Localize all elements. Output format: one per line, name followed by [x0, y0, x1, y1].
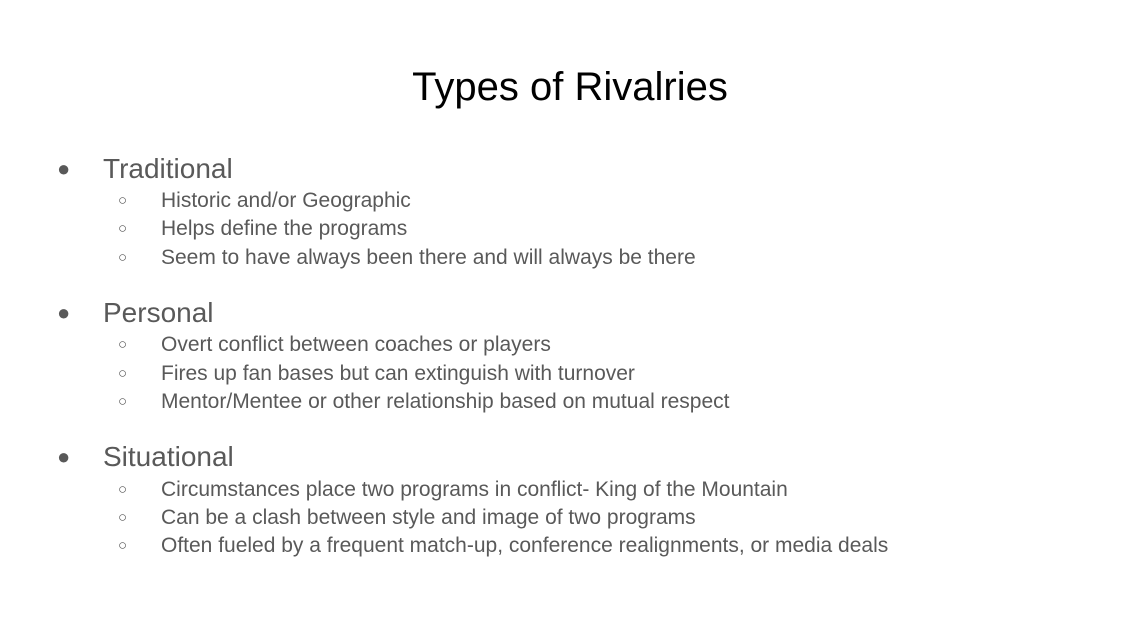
sub-bullet-item	[0, 187, 1140, 215]
filled-bullet-icon: ●	[57, 444, 71, 469]
bullet-item-traditional	[0, 152, 1140, 186]
sub-bullet-item	[0, 476, 1140, 504]
hollow-bullet-icon: ○	[118, 336, 128, 353]
sub-bullet-item	[0, 360, 1140, 388]
hollow-bullet-icon: ○	[118, 249, 128, 266]
sub-bullet-text: Helps define the programs	[161, 217, 408, 240]
hollow-bullet-icon: ○	[118, 220, 128, 237]
bullet-item-personal	[0, 296, 1140, 330]
hollow-bullet-icon: ○	[118, 365, 128, 382]
hollow-bullet-icon: ○	[118, 537, 128, 554]
sub-bullet-text: Fires up fan bases but can extinguish with turnover	[161, 362, 635, 385]
sub-bullet-item	[0, 244, 1140, 272]
filled-bullet-icon: ●	[57, 156, 71, 181]
sub-bullet-text: Circumstances place two programs in conflict- King of the Mountain	[161, 478, 788, 501]
hollow-bullet-icon: ○	[118, 509, 128, 526]
sub-bullet-item	[0, 388, 1140, 416]
filled-bullet-icon: ●	[57, 300, 71, 325]
bullet-heading: Personal	[103, 297, 214, 328]
sub-bullet-item	[0, 215, 1140, 243]
sub-bullet-item	[0, 532, 1140, 560]
sub-bullet-text: Can be a clash between style and image of two programs	[161, 506, 696, 529]
sub-bullet-text: Often fueled by a frequent match-up, conference realignments, or media deals	[161, 534, 889, 557]
sub-bullet-item	[0, 331, 1140, 359]
sub-bullet-item	[0, 504, 1140, 532]
hollow-bullet-icon: ○	[118, 192, 128, 209]
slide-title: Types of Rivalries	[412, 65, 728, 109]
bullet-heading: Traditional	[103, 153, 233, 184]
hollow-bullet-icon: ○	[118, 393, 128, 410]
sub-bullet-text: Seem to have always been there and will always be there	[161, 246, 696, 269]
hollow-bullet-icon: ○	[118, 481, 128, 498]
sub-bullet-text: Historic and/or Geographic	[161, 189, 411, 212]
sub-bullet-text: Mentor/Mentee or other relationship based on mutual respect	[161, 390, 730, 413]
sub-bullet-text: Overt conflict between coaches or players	[161, 333, 551, 356]
bullet-heading: Situational	[103, 441, 234, 472]
bullet-item-situational	[0, 440, 1140, 474]
